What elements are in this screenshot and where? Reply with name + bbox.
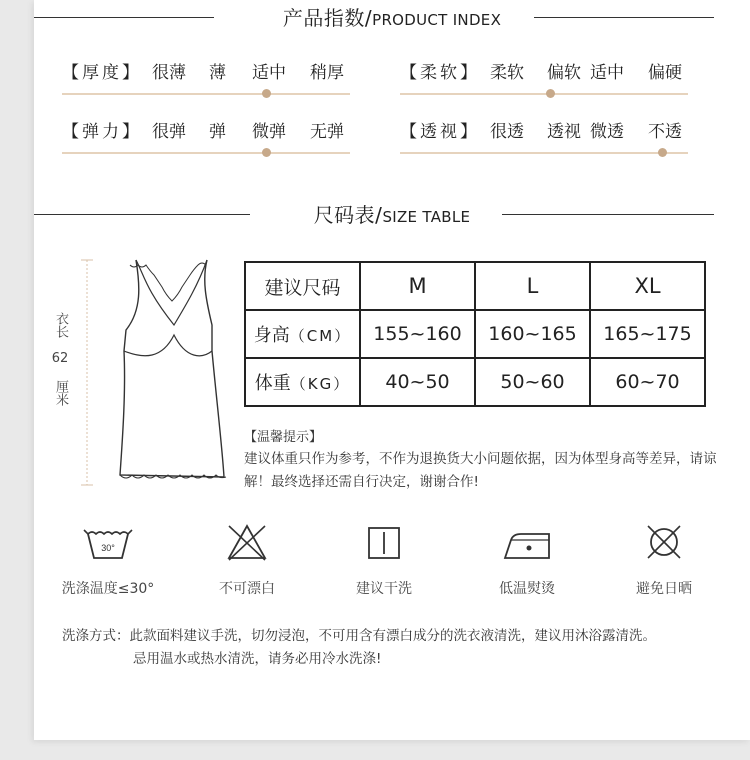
product-info-sheet: [34, 0, 750, 740]
section-title: 产品指数/PRODUCT INDEX: [282, 6, 502, 30]
index-option: 微透: [590, 122, 624, 142]
wash-line-1: 洗涤方式：此款面料建议手洗，切勿浸泡，不可用含有漂白成分的洗衣液清洗，建议用沐浴露清洗。: [62, 628, 656, 644]
table-cell: 165~175: [590, 310, 705, 358]
table-cell: 155~160: [360, 310, 475, 358]
index-row-elasticity: [62, 117, 352, 157]
row-label-weight: 体重（KG）: [245, 358, 360, 406]
length-label-bottom: 厘米: [53, 380, 68, 406]
no-bleach-icon: [217, 520, 277, 564]
care-label: 建议干洗: [356, 581, 412, 597]
index-track: [62, 93, 350, 95]
table-header-cell: L: [475, 262, 590, 310]
garment-length-label: [50, 312, 70, 406]
table-cell: 160~165: [475, 310, 590, 358]
low-iron-icon: [497, 520, 557, 564]
table-header-row: [245, 262, 705, 310]
index-option: 无弹: [310, 122, 344, 142]
index-track: [400, 93, 688, 95]
index-option: 偏硬: [648, 63, 682, 83]
care-label: 低温熨烫: [499, 581, 555, 597]
index-label: 【柔软】: [400, 63, 480, 83]
index-label: 【弹力】: [62, 122, 142, 142]
svg-text:30°: 30°: [101, 543, 115, 553]
index-selected-dot: [262, 89, 271, 98]
row-label-height: 身高（CM）: [245, 310, 360, 358]
care-dry-clean: [324, 520, 444, 598]
notice-title: 【温馨提示】: [244, 430, 323, 445]
index-row-softness: [400, 58, 690, 98]
index-option: 很弹: [152, 122, 186, 142]
table-cell: 60~70: [590, 358, 705, 406]
index-label: 【厚度】: [62, 63, 142, 83]
length-value: 62: [51, 351, 69, 366]
care-label: 不可漂白: [219, 581, 275, 597]
table-header-cell: M: [360, 262, 475, 310]
care-no-bleach: [187, 520, 307, 598]
index-option: 微弹: [252, 122, 286, 142]
product-index-heading: [34, 4, 750, 32]
index-row-transparency: [400, 117, 690, 157]
section-title: 尺码表/SIZE TABLE: [313, 203, 471, 227]
hang-dry-icon: [354, 520, 414, 564]
table-cell: 50~60: [475, 358, 590, 406]
index-track: [62, 152, 350, 154]
index-option: 不透: [648, 122, 682, 142]
wash-instructions: [62, 625, 742, 671]
index-row-thickness: [62, 58, 352, 98]
index-option: 薄: [209, 63, 226, 83]
table-header-cell: 建议尺码: [245, 262, 360, 310]
table-row: [245, 310, 705, 358]
index-option: 弹: [209, 122, 226, 142]
index-option: 很透: [490, 122, 524, 142]
index-selected-dot: [546, 89, 555, 98]
index-option: 很薄: [152, 63, 186, 83]
table-header-cell: XL: [590, 262, 705, 310]
no-sun-icon: [634, 520, 694, 564]
table-row: [245, 358, 705, 406]
index-option: 稍厚: [310, 63, 344, 83]
care-no-sun: [604, 520, 724, 598]
table-cell: 40~50: [360, 358, 475, 406]
index-option: 偏软: [547, 63, 581, 83]
care-label: 避免日晒: [636, 581, 692, 597]
index-selected-dot: [658, 148, 667, 157]
care-low-iron: [467, 520, 587, 598]
index-option: 适中: [590, 63, 624, 83]
dress-sketch-icon: [74, 255, 234, 490]
wash-30-icon: [78, 520, 138, 564]
size-table-heading: [34, 201, 750, 229]
index-option: 适中: [252, 63, 286, 83]
index-option: 柔软: [490, 63, 524, 83]
index-track: [400, 152, 688, 154]
size-table: [244, 261, 706, 407]
wash-line-2: 忌用温水或热水清洗，请务必用冷水洗涤!: [133, 651, 382, 667]
index-option: 透视: [547, 122, 581, 142]
index-selected-dot: [262, 148, 271, 157]
care-label: 洗涤温度≤30°: [61, 581, 155, 597]
notice-text: 建议体重只作为参考，不作为退换货大小问题依据，因为体型身高等差异，请谅解！最终选择还需自行决定，谢谢合作!: [244, 451, 717, 490]
care-wash-30: [48, 520, 168, 598]
index-label: 【透视】: [400, 122, 480, 142]
length-label-top: 衣长: [53, 312, 68, 338]
